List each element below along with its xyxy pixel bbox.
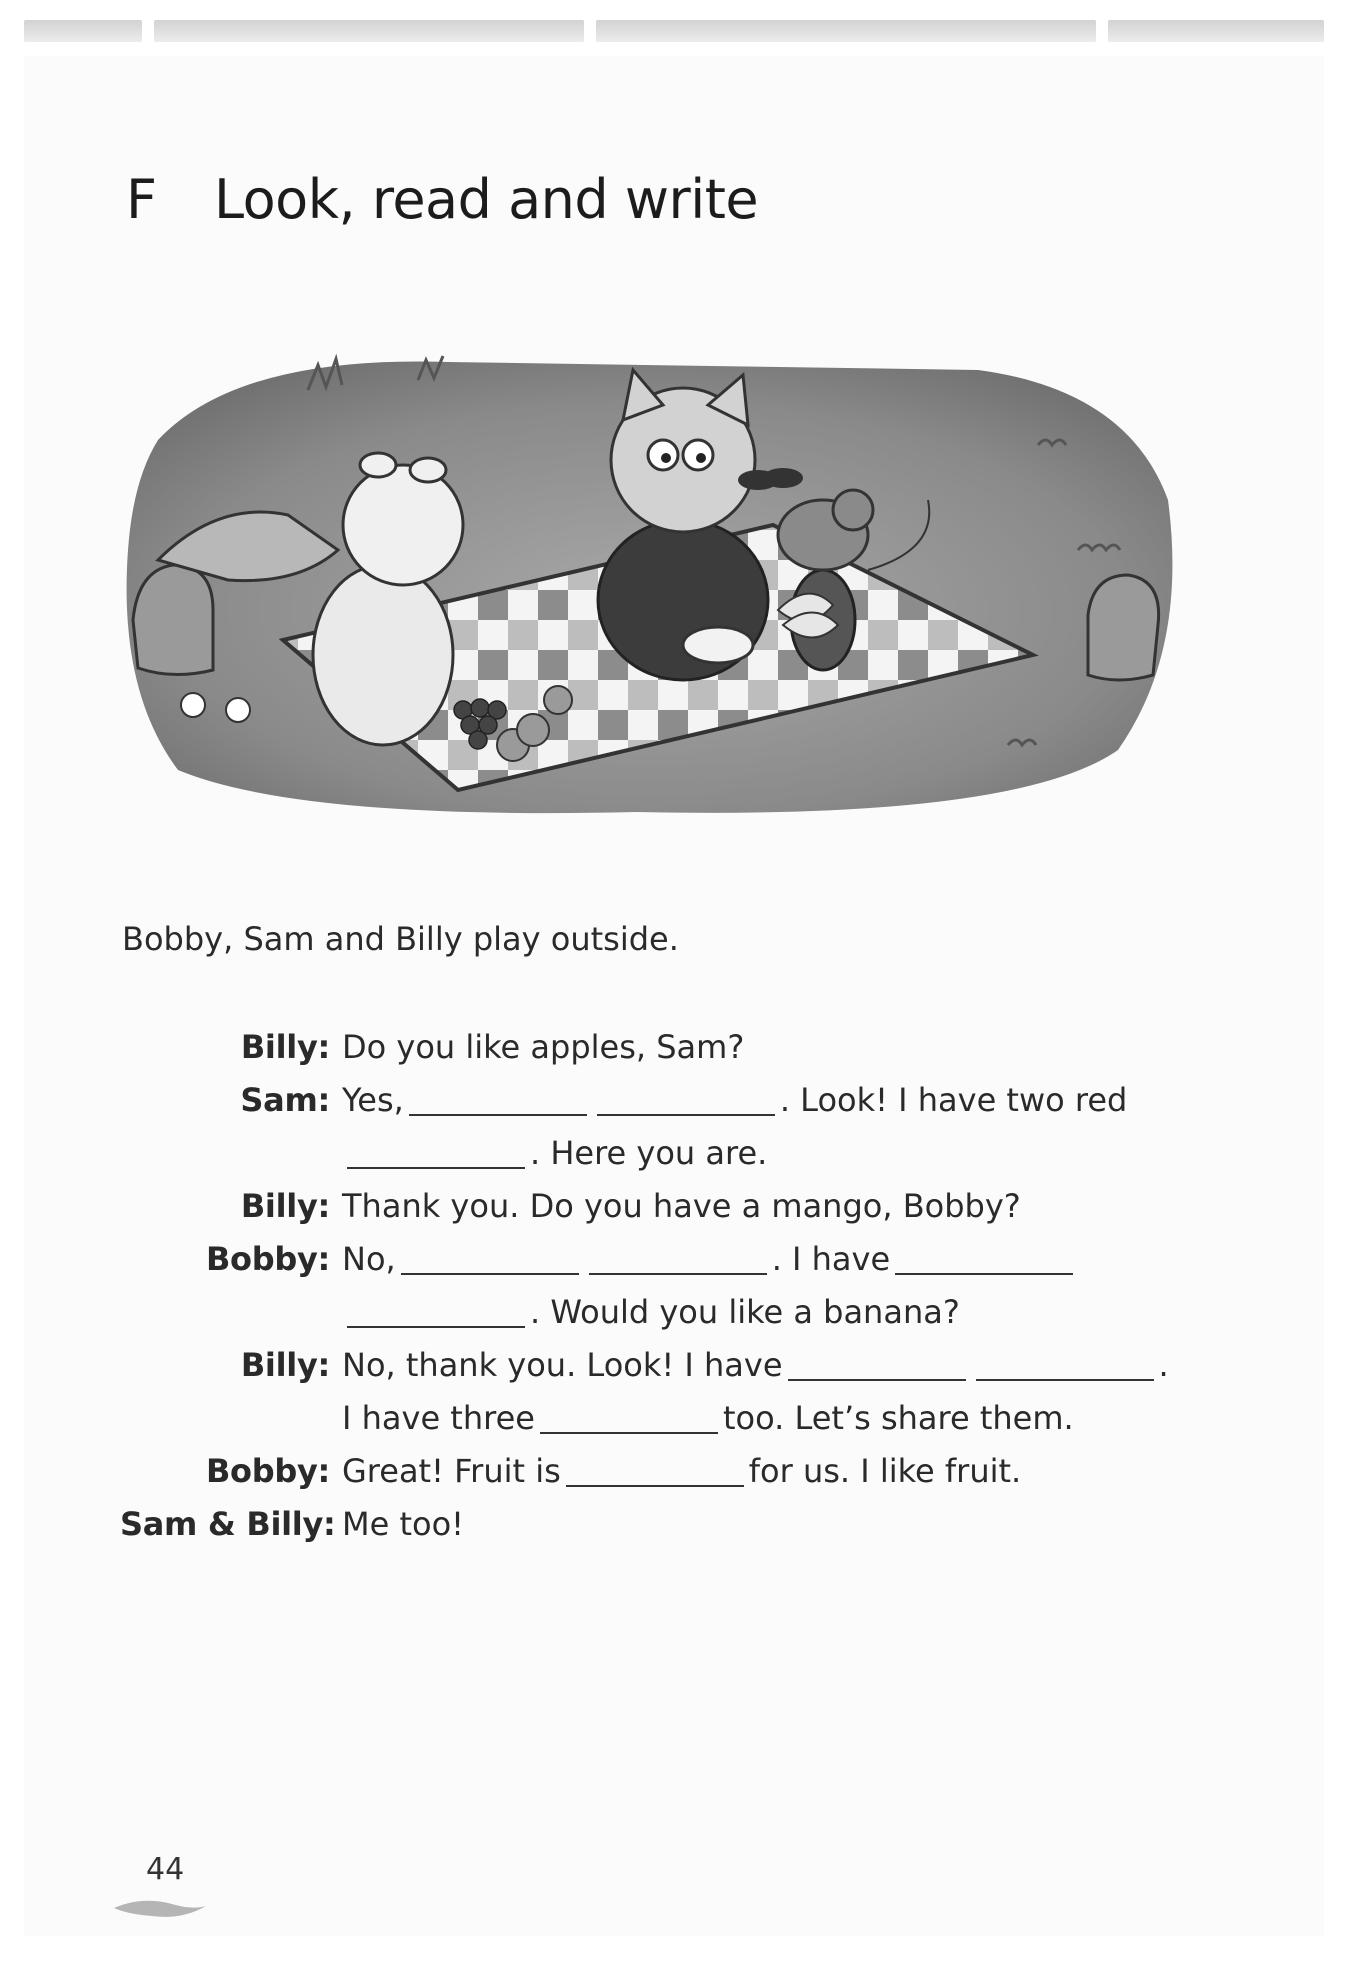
speaker-name: Billy: bbox=[240, 1345, 330, 1384]
speech-segment: Great! Fruit is bbox=[342, 1451, 561, 1490]
speech-segment: for us. I like fruit. bbox=[748, 1451, 1022, 1490]
speech-segment: . Look! I have two red bbox=[779, 1080, 1128, 1119]
answer-blank[interactable] bbox=[976, 1349, 1154, 1381]
dialogue-line bbox=[120, 1444, 1220, 1497]
answer-blank[interactable] bbox=[347, 1296, 525, 1328]
speech-segment: . Would you like a banana? bbox=[530, 1292, 960, 1331]
speech-segment: Thank you. Do you have a mango, Bobby? bbox=[342, 1186, 1021, 1225]
top-edge-strip bbox=[24, 20, 1324, 42]
dialogue-line bbox=[120, 1073, 1220, 1126]
speech-text bbox=[330, 1346, 1169, 1384]
exercise-title: Look, read and write bbox=[214, 168, 759, 231]
dialogue-line bbox=[120, 1391, 1220, 1444]
answer-blank[interactable] bbox=[540, 1402, 718, 1434]
speech-segment: Yes, bbox=[342, 1080, 404, 1119]
backpack-right bbox=[1088, 575, 1159, 680]
answer-blank[interactable] bbox=[597, 1084, 775, 1116]
answer-blank[interactable] bbox=[566, 1455, 744, 1487]
dialogue-line bbox=[120, 1338, 1220, 1391]
answer-blank[interactable] bbox=[788, 1349, 966, 1381]
speech-text bbox=[330, 1293, 960, 1331]
intro-sentence: Bobby, Sam and Billy play outside. bbox=[122, 920, 679, 958]
speech-segment: . bbox=[1158, 1345, 1169, 1384]
dialogue-line bbox=[120, 1126, 1220, 1179]
dialogue-line bbox=[120, 1020, 1220, 1073]
speech-text bbox=[330, 1505, 464, 1543]
speaker-name: Bobby: bbox=[205, 1451, 330, 1490]
speech-text bbox=[330, 1028, 744, 1066]
dialogue-line bbox=[120, 1232, 1220, 1285]
page-number: 44 bbox=[146, 1852, 185, 1887]
speech-segment: I have three bbox=[342, 1398, 535, 1437]
speaker-name: Sam & Billy: bbox=[120, 1504, 336, 1543]
exercise-heading bbox=[126, 168, 758, 231]
speech-text bbox=[330, 1399, 1074, 1437]
speech-segment: . Here you are. bbox=[530, 1133, 768, 1172]
backpack-left bbox=[133, 565, 213, 675]
speech-text bbox=[330, 1134, 767, 1172]
speech-text bbox=[330, 1187, 1021, 1225]
answer-blank[interactable] bbox=[589, 1243, 767, 1275]
speech-segment: . I have bbox=[771, 1239, 891, 1278]
speech-text bbox=[330, 1240, 1078, 1278]
dialogue-line bbox=[120, 1179, 1220, 1232]
speaker-name: Sam: bbox=[240, 1080, 330, 1119]
speaker-name: Billy: bbox=[240, 1186, 330, 1225]
dialogue-line bbox=[120, 1497, 1220, 1550]
speech-text bbox=[330, 1081, 1127, 1119]
speech-segment: Me too! bbox=[342, 1504, 464, 1543]
workbook-page bbox=[24, 56, 1324, 1936]
speech-segment: No, bbox=[342, 1239, 396, 1278]
dialogue-line bbox=[120, 1285, 1220, 1338]
answer-blank[interactable] bbox=[347, 1137, 525, 1169]
exercise-letter: F bbox=[126, 168, 157, 231]
answer-blank[interactable] bbox=[895, 1243, 1073, 1275]
answer-blank[interactable] bbox=[401, 1243, 579, 1275]
answer-blank[interactable] bbox=[409, 1084, 587, 1116]
speech-segment: No, thank you. Look! I have bbox=[342, 1345, 783, 1384]
page-number-swoosh bbox=[112, 1894, 208, 1920]
picnic-illustration bbox=[118, 350, 1188, 820]
speaker-name: Billy: bbox=[240, 1027, 330, 1066]
speaker-name: Bobby: bbox=[205, 1239, 330, 1278]
speech-segment: Do you like apples, Sam? bbox=[342, 1027, 745, 1066]
dialogue bbox=[120, 1020, 1220, 1550]
speech-segment: too. Let’s share them. bbox=[722, 1398, 1074, 1437]
speech-text bbox=[330, 1452, 1021, 1490]
